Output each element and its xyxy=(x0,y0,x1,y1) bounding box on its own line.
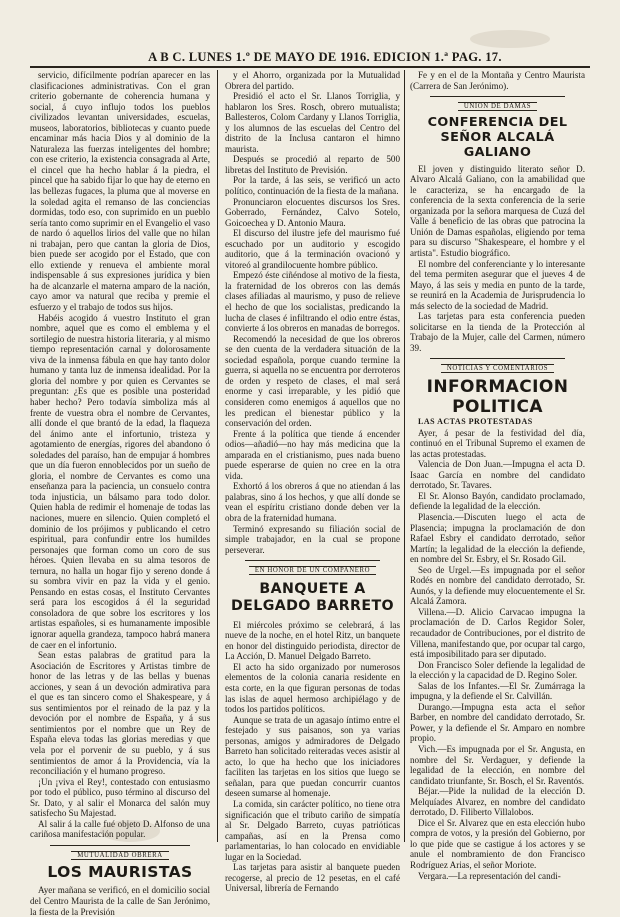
article-paragraph: y el Ahorro, organizada por la Mutualidad Obrera del partido. xyxy=(225,70,400,91)
article-paragraph: Después se procedió al reparto de 500 libretas del Instituto de Previsión. xyxy=(225,154,400,175)
article-paragraph: Villena.—D. Alicio Carvacao impugna la proclamación de D. Carlos Regidor Soler, recaudador de Contribuciones, por el distrito de Villena, manifestando que, por ocupar tal cargo, está imposibilitado para ser diputado. xyxy=(410,606,585,660)
section-separator xyxy=(245,560,380,561)
article-paragraph: El joven y distinguido literato señor D. Alvaro Alcalá Galiano, con la amabilidad que le caracteriza, se ha encargado de la conferencia de la sexta conferencia de la serie organizada por la señora marquesa de Cuzá del Valle á beneficio de las obras que patrocina la Unión de Damas españolas, eligiendo por tema para su discurso "Shakespeare, el hombre y el artista". Estudio biográfico. xyxy=(410,163,585,259)
article-paragraph: El acto ha sido organizado por numerosos elementos de la colonia canaria residente en esta corte, en la que figuran personas de todas las islas de aquel hermoso archipiélago y de todos los partidos políticos. xyxy=(225,661,400,715)
article-paragraph: Frente á la política que tiende á encender odios—añadió—no hay más medicina que la amparada en el cristianismo, pues nada bueno puede esperarse de quien no cree en la otra vida. xyxy=(225,428,400,481)
page-header xyxy=(60,50,590,65)
section-separator xyxy=(430,96,565,97)
section-separator xyxy=(50,845,190,846)
article-paragraph: Durango.—Impugna esta acta el señor Barber, en nombre del candidato derrotado, Sr. Power, y la defiende el Sr. Amparo en nombre propio. xyxy=(410,701,585,744)
headline-informacion-politica: INFORMACION POLITICA xyxy=(426,377,569,418)
article-paragraph: Las tarjetas para esta conferencia pueden solicitarse en la tienda de la Protección al Trabajo de la Mujer, calle del Carmen, número 39. xyxy=(410,311,585,353)
article-paragraph: Terminó expresando su filiación social de simple trabajador, en la cual se propone perseverar. xyxy=(225,523,400,555)
article-paragraph: Recomendó la necesidad de que los obreros se den cuenta de la verdadera situación de la sociedad española, porque cuando termine la guerra, si aquella no se encuentra por derroteros de orden y respeto de clases, el mal será enorme y casi irreparable, y les pidió que consideren como enemigos á aquellos que no les predican el bienestar público y la conservación del orden. xyxy=(225,333,400,429)
paper-stain xyxy=(100,820,160,842)
article-paragraph: Exhortó á los obreros á que no atiendan á las palabras, sino á los hechos, y que allí donde se vean el espíritu cristiano donde deben ver la obra de la fraternidad humana. xyxy=(225,481,400,523)
headline-mauristas: LOS MAURISTAS xyxy=(47,863,193,882)
article-paragraph: El Sr. Alonso Bayón, candidato proclamado, defiende la legalidad de la elección. xyxy=(410,490,585,512)
article-paragraph: El nombre del conferenciante y lo interesante del tema permiten asegurar que el jueves 4 de Mayo, á las seis y media en punto de la tarde, se reunirá en la Academia de Jurisprudencia lo más selecto de la sociedad de Madrid. xyxy=(410,258,585,311)
article-paragraph: Valencia de Don Juan.—Impugna el acta D. Isaac García en nombre del candidato derrotado, Sr. Tavares. xyxy=(410,459,585,491)
article-paragraph: Pronunciaron elocuentes discursos los Sres. Goberrado, Fernández, Calvo Sotelo, Goicoechea y D. Antonio Maura. xyxy=(225,196,400,228)
article-paragraph: Presidió el acto el Sr. Llanos Torriglia, y hablaron los Sres. Rosch, obrero mutualista; Ballesteros, Colom Cardany y Llanos Torriglia, y los alumnos de las escuelas del Centro del distrito de la Inclusa cantaron el himno maurista. xyxy=(225,91,400,154)
article-paragraph: Ayer mañana se verificó, en el domicilio social del Centro Maurista de la calle de San Jerónimo, la fiesta de la Previsión xyxy=(30,885,210,917)
article-paragraph: Fe y en el de la Montaña y Centro Maurista (Carrera de San Jerónimo). xyxy=(410,70,585,91)
headline-banquete: BANQUETE A DELGADO BARRETO xyxy=(231,580,394,614)
section-label: MUTUALIDAD OBRERA xyxy=(30,851,210,862)
article-paragraph: El miércoles próximo se celebrará, á las nueve de la noche, en el hotel Ritz, un banquete en honor del distinguido periodista, director de La Acción, D. Manuel Delgado Barreto. xyxy=(225,619,400,662)
column-divider-right xyxy=(404,70,405,842)
header-title: A B C. LUNES 1.º DE MAYO DE 1916. EDICION 1.ª PAG. 17. xyxy=(148,50,502,64)
column-right xyxy=(410,70,585,881)
article-paragraph: Don Francisco Soler defiende la legalidad de la elección y la capacidad de D. Regino Soler. xyxy=(410,659,585,681)
article-paragraph: Salas de los Infantes.—El Sr. Zumárraga la impugna, y la defiende el Sr. Calvillán. xyxy=(410,680,585,702)
column-divider-left xyxy=(217,70,218,842)
section-label: NOTICIAS Y COMENTARIOS xyxy=(410,364,585,375)
paper-stain xyxy=(470,30,550,48)
article-paragraph: Plasencia.—Discuten luego el acta de Plasencia; impugna la proclamación de don Rafael Esbry el candidato derrotado, señor Martín; la legalidad de la elección la defiende, en nombre del Sr. Esbry, el Sr. Rosado Gil. xyxy=(410,511,585,565)
section-label: UNION DE DAMAS xyxy=(410,102,585,113)
article-paragraph: Seo de Urgel.—Es impugnada por el señor Rodés en nombre del candidato derrotado, Sr. Aunós, y la defiende muy elocuentemente el Sr. Alcalá Zamora. xyxy=(410,564,585,607)
column-left xyxy=(30,70,210,917)
article-paragraph: Las tarjetas para asistir al banquete pueden recogerse, al precio de 12 pesetas, en el café Universal, librería de Fernando xyxy=(225,862,400,894)
article-paragraph: La comida, sin carácter político, no tiene otra significación que el tributo cariño de simpatía al Sr. Delgado Barreto, cuyas patrióticas campañas, así en la Prensa como parlamentarias, lo han colocado en envidiable lugar en la Sociedad. xyxy=(225,799,400,862)
article-paragraph: Por la tarde, á las seis, se verificó un acto político, continuación de la fiesta de la mañana. xyxy=(225,175,400,197)
article-paragraph: Vergara.—La representación del candi- xyxy=(418,870,561,881)
article-paragraph: Dice el Sr. Alvarez que en esta elección hubo compra de votos, y la presión del Gobierno, por lo que pide que se castigue á los actores y se anule el nombramiento de don Francisco Rodríguez Arias, el señor Moriote. xyxy=(410,817,585,870)
article-paragraph: Habéis acogido á vuestro Instituto el gran nombre, aquel que es como el emblema y el sortilegio de nuestra historia literaria, y al mismo tiempo representación carnal y dolorosamente viva de la inmensa fábula en que hay tanto dolor humano y tanta luz de inmensa idealidad. Por la gloria del nombre y por quien es Cervantes se preguntan: ¿Es que es posible una posteridad haber hecho? Pero todavía simboliza más al frente de vuestra obra el nombre de Cervantes, allí donde el que brantó de la edad, la flaqueza del ánimo ante el infortunio, tristeza y agotamiento de energías, rigores del abandono ó soledades del paraíso, han de empujar á hombres que un día fueron ennoblecidos por un sueño de gloria, el nombre de Cervantes es como una enseñanza para la paciencia, un consuelo contra toda injusticia, un bálsamo para todo dolor. Quien habla de redimir el homenaje de todas las naciones, muere en silencio. Quien completó el dominio de los prójimos y publicando el cetro espiritual, para confundir entre los humildes personajes que forman como un coro de sus héroes. Quien llevaba en su alma tesoros de ternura, no halla un hogar fijo y sereno donde á su sombra vivir en paz la vida y el genio. Pensando en estas cosas, el Instituto Cervantes será para los escogidos á él la seguridad consoladora de que sobre los escritores y los artistas españoles, si es humanamente imposible ignorar aquella grandeza, tampoco habrá manera de caer en el infortunio. xyxy=(30,312,210,650)
subheadline-actas: LAS ACTAS PROTESTADAS xyxy=(418,417,533,427)
article-paragraph: Aunque se trata de un agasajo íntimo entre el festejado y sus paisanos, son ya varias personas, amigos y admiradores de Delgado Barreto han solicitado reiteradas veces asistir al acto, lo que ha hecho que los iniciadores faciliten las tarjetas en los sitios que luego se señalan, para que puedan concurrir cuantos deseen sumarse al homenaje. xyxy=(225,714,400,799)
article-paragraph: Al salir á la calle fué objeto D. Alfonso de una cariñosa manifestación popular. xyxy=(30,818,210,840)
article-paragraph: El discurso del ilustre jefe del maurismo fué escuchado por un auditorio y escogido auditorio, que á la terminación ovacionó y vitoreó al grandilocuente hombre público. xyxy=(225,228,400,270)
section-label: EN HONOR DE UN COMPAÑERO xyxy=(225,566,400,577)
article-paragraph: Ayer, á pesar de la festividad del día, continuó en el Tribunal Supremo el examen de las actas protestadas. xyxy=(410,427,585,459)
header-rule xyxy=(30,66,590,68)
column-middle xyxy=(225,70,400,894)
article-paragraph: Béjar.—Pide la nulidad de la elección D. Melquíades Alvarez, en nombre del candidato derrotado, D. Filiberto Villalobos. xyxy=(410,786,585,818)
article-paragraph: Sean estas palabras de gratitud para la Asociación de Escritores y Artistas timbre de honor de las letras y de las bellas y buenas acciones, y sean á un devoción admirativa para el que es tan sincero como el Shakespeare, y á sus sentimientos por el reinado de la paz y la devoción por el nombre de España, y á sus sentimientos por el nombre que un Rey de España eleva todas las glorias meredias y que vela por el porvenir de su pueblo, y á sus sentimientos de amor á la Providencia, vía la reconciliación y el humano progreso. xyxy=(30,650,210,777)
section-separator xyxy=(430,358,565,359)
headline-conferencia: CONFERENCIA DEL SEÑOR ALCALÁ GALIANO xyxy=(427,114,568,160)
article-paragraph: Vich.—Es impugnada por el Sr. Angusta, en nombre del Sr. Verdaguer, y defiende la legalidad de la elección, en nombre del candidato triunfante, Sr. Bosch, el Sr. Raventós. xyxy=(410,743,585,786)
article-paragraph: Empezó éste ciñéndose al motivo de la fiesta, la fraternidad de los obreros con las demás clases afiliadas al maurismo, y puso de relieve el hecho de que los socialistas, predicando la lucha de clases é infiltrando el odio entre éstas, convierte á los obreros en manadas de borregos. xyxy=(225,270,400,334)
article-paragraph: ¡Un ¡viva el Rey!, contestado con entusiasmo por todo el público, puso término al discurso del Sr. Dato, y al salir el Monarca del salón muy satisfecho Su Majestad. xyxy=(30,776,210,819)
article-paragraph: servicio, difícilmente podrían aparecer en las clasificaciones administrativas. Con el gran criterio gobernante de coherencia humana y social, á cuyo influjo todos los pueblos civilizados levantan universidades, escuelas, museos, laboratorios, bibliotecas y cuanto puede encaminar más hacia Dios y al dominio de la Naturaleza las fuerzas inteligentes del hombre; con ese criterio, la existencia consagrada al Arte, el cincel que ha hecho hablar á la piedra, el pincel que ha sabido fijar lo que hay de eterno en las bellezas fugaces, la pluma que al moverse en la soledad agita el remanso de las conciencias dormidas, todo eso, con suprimido en un pueblo sería tanto como suprimir en el Evangelio el vaso de nardo ó aquellos lirios del valle que no hilan ni trabajan, pero que cantan la gloria de Dios, bien puede ser acogido por el Estado, que con ello extiende y renueva el ambiente moral indispensable á sus expresiones jurídica y bien ha de alcanzarle el materna amparo de la nación, cayo amor va natural que reciba y premie el esfuerzo y el trabajo de todos sus hijos. xyxy=(30,70,210,313)
